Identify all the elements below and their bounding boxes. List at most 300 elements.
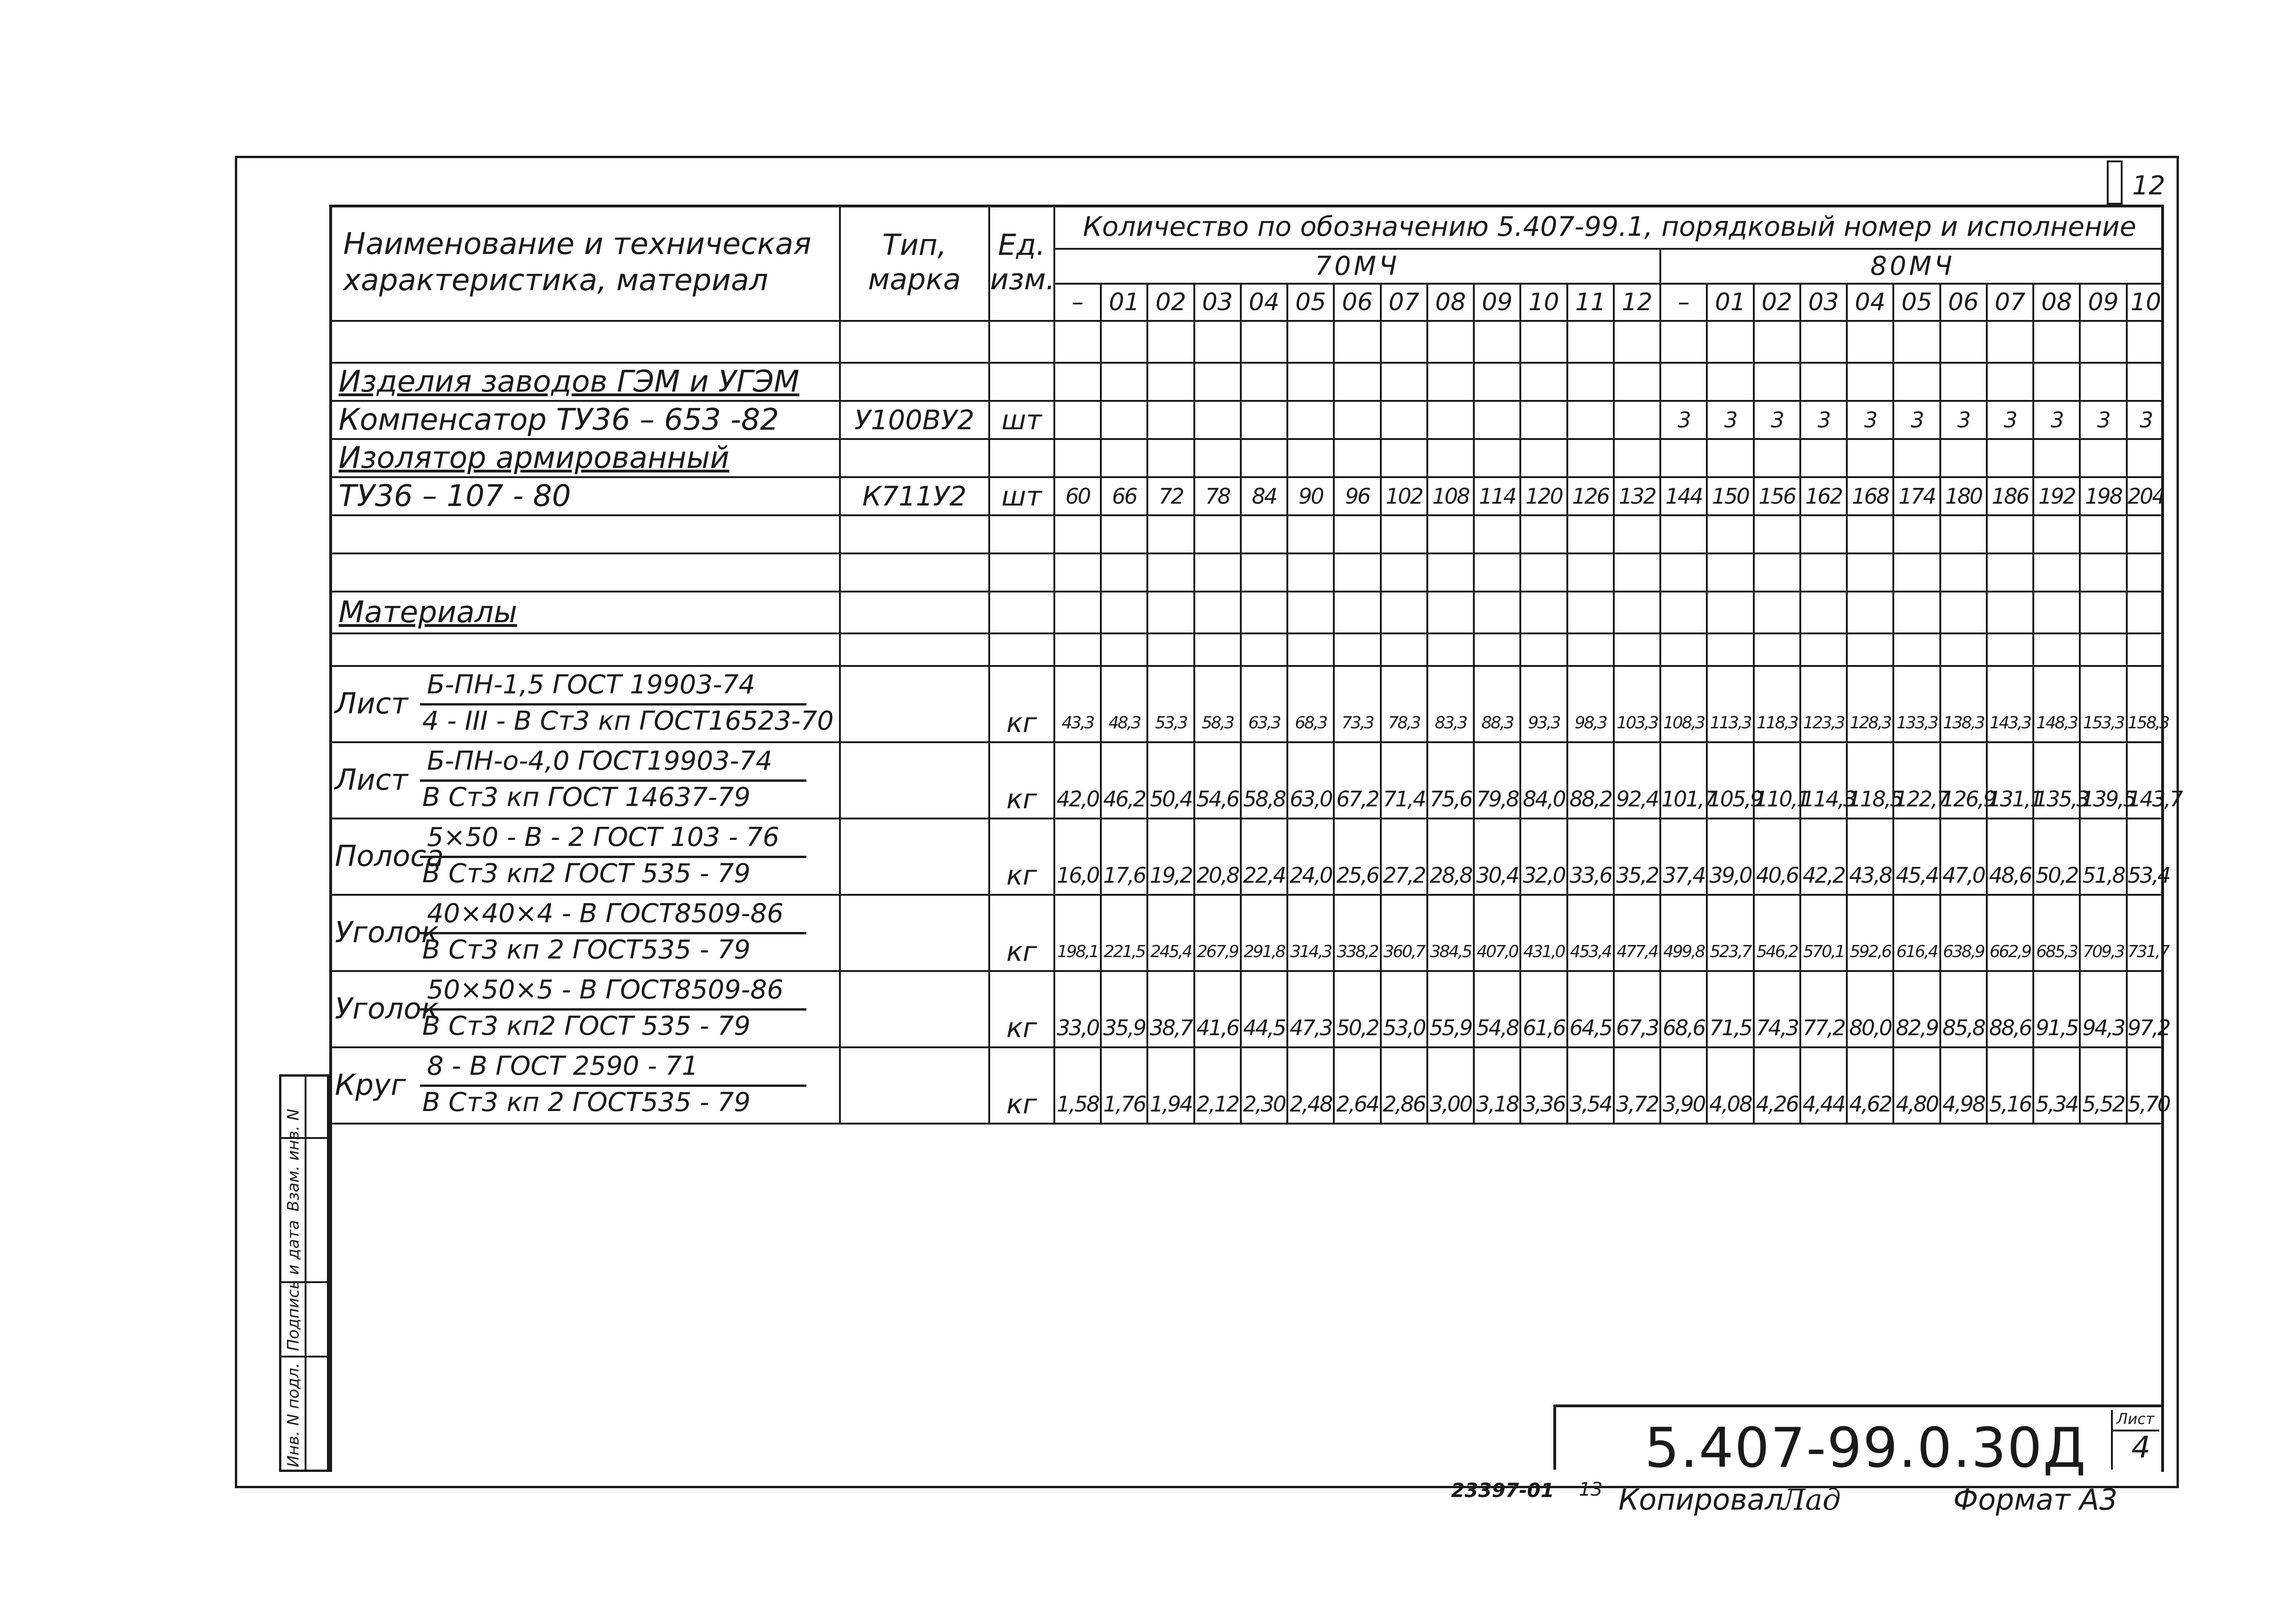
qty-cell xyxy=(1660,742,1707,780)
material-unit: кг xyxy=(989,857,1054,895)
material-name xyxy=(329,819,840,895)
header-row-1 xyxy=(329,205,2164,249)
blank0-qty-15 xyxy=(1754,515,1800,553)
qty-cell: 3 xyxy=(1754,401,1800,439)
blank-qty-10 xyxy=(1520,321,1567,363)
qty-cell xyxy=(1754,666,1800,704)
side-line-3 xyxy=(281,1356,327,1358)
qty-cell xyxy=(1194,819,1241,857)
qty-cell: 75,6 xyxy=(1427,780,1474,819)
blank-qty-16 xyxy=(1800,321,1847,363)
qty-cell xyxy=(1427,742,1474,780)
materials-qty-8 xyxy=(1427,592,1474,633)
blank1-qty-12 xyxy=(1614,553,1660,592)
insulator1-qty-11 xyxy=(1567,439,1614,477)
insulator1-qty-21 xyxy=(2033,439,2080,477)
material-unit: кг xyxy=(989,933,1054,971)
blankm-qty-12 xyxy=(1614,633,1660,666)
material-steel: В Ст3 кп2 ГОСТ 535 - 79 xyxy=(422,859,751,889)
col-header-70-0: – xyxy=(1054,284,1101,321)
qty-cell: 94,3 xyxy=(2080,1009,2126,1047)
qty-cell xyxy=(2033,742,2080,780)
col-header-70-5: 05 xyxy=(1287,284,1334,321)
qty-cell: 96 xyxy=(1334,477,1380,515)
products-qty-22 xyxy=(2080,363,2126,401)
products-qty-16 xyxy=(1800,363,1847,401)
qty-cell: 685,3 xyxy=(2033,933,2080,971)
qty-cell: 546,2 xyxy=(1754,933,1800,971)
qty-cell xyxy=(1427,895,1474,933)
material-steel: В Ст3 кп ГОСТ 14637-79 xyxy=(422,782,751,812)
qty-cell: 17,6 xyxy=(1101,857,1147,895)
unit-cell xyxy=(989,321,1054,363)
material-block xyxy=(329,896,839,970)
material-name xyxy=(329,666,840,742)
qty-cell xyxy=(1940,742,1987,780)
qty-cell: 709,3 xyxy=(2080,933,2126,971)
qty-cell xyxy=(1707,1047,1753,1085)
qty-cell: 47,3 xyxy=(1287,1009,1334,1047)
qty-cell xyxy=(1101,819,1147,857)
qty-cell: 3 xyxy=(1660,401,1707,439)
qty-cell xyxy=(1287,971,1334,1009)
qty-cell: 3,54 xyxy=(1567,1085,1614,1124)
blank1-qty-8 xyxy=(1427,553,1474,592)
specification-table xyxy=(329,205,2182,1125)
qty-cell xyxy=(1940,819,1987,857)
material-row-top xyxy=(329,895,2164,933)
blank1-qty-10 xyxy=(1520,553,1567,592)
qty-cell: 74,3 xyxy=(1754,1009,1800,1047)
qty-cell: 55,9 xyxy=(1427,1009,1474,1047)
products-qty-5 xyxy=(1287,363,1334,401)
corner-sheet-number: 12 xyxy=(2132,171,2165,201)
qty-cell: 30,4 xyxy=(1474,857,1520,895)
qty-cell: 523,7 xyxy=(1707,933,1753,971)
materials-qty-18 xyxy=(1893,592,1940,633)
materials-qty-12 xyxy=(1614,592,1660,633)
qty-cell: 48,3 xyxy=(1101,704,1147,742)
qty-cell: 3 xyxy=(1847,401,1893,439)
qty-cell xyxy=(1287,1047,1334,1085)
qty-cell xyxy=(1101,971,1147,1009)
qty-cell: 58,3 xyxy=(1194,704,1241,742)
qty-cell xyxy=(1754,819,1800,857)
qty-cell: 63,0 xyxy=(1287,780,1334,819)
qty-cell xyxy=(1520,971,1567,1009)
material-grade: 50×50×5 - В ГОСТ8509-86 xyxy=(427,975,784,1005)
qty-cell xyxy=(1474,895,1520,933)
qty-cell: 35,2 xyxy=(1614,857,1660,895)
footer-order-page: 13 xyxy=(1579,1479,1603,1500)
blank0-qty-6 xyxy=(1334,515,1380,553)
qty-cell: 122,7 xyxy=(1893,780,1940,819)
blank-qty-17 xyxy=(1847,321,1893,363)
qty-cell xyxy=(1520,742,1567,780)
qty-cell xyxy=(1427,819,1474,857)
qty-cell xyxy=(1474,971,1520,1009)
qty-cell xyxy=(1427,401,1474,439)
blank-qty-4 xyxy=(1241,321,1287,363)
qty-cell xyxy=(1987,742,2033,780)
qty-cell xyxy=(1194,401,1241,439)
qty-cell: 638,9 xyxy=(1940,933,1987,971)
blank1-qty-9 xyxy=(1474,553,1520,592)
qty-cell: 51,8 xyxy=(2080,857,2126,895)
qty-cell xyxy=(2080,971,2126,1009)
qty-cell xyxy=(1847,742,1893,780)
type-cell xyxy=(840,742,989,819)
materials-qty-7 xyxy=(1381,592,1427,633)
blank-qty-11 xyxy=(1567,321,1614,363)
qty-cell: 3 xyxy=(1893,401,1940,439)
section-products-row xyxy=(329,363,2164,401)
qty-cell xyxy=(1614,666,1660,704)
materials-qty-23 xyxy=(2127,592,2164,633)
qty-cell xyxy=(1381,819,1427,857)
qty-cell: 616,4 xyxy=(1893,933,1940,971)
qty-cell: 66 xyxy=(1101,477,1147,515)
qty-cell xyxy=(1427,1047,1474,1085)
qty-cell xyxy=(1381,1047,1427,1085)
qty-cell: 50,2 xyxy=(2033,857,2080,895)
qty-cell: 45,4 xyxy=(1893,857,1940,895)
qty-cell xyxy=(1940,895,1987,933)
qty-cell: 53,0 xyxy=(1381,1009,1427,1047)
blank-qty-6 xyxy=(1334,321,1380,363)
qty-cell xyxy=(1427,971,1474,1009)
qty-cell xyxy=(1567,1047,1614,1085)
qty-cell: 38,7 xyxy=(1147,1009,1194,1047)
qty-cell xyxy=(2033,1047,2080,1085)
type-cell xyxy=(840,515,989,553)
qty-cell xyxy=(2033,819,2080,857)
qty-cell: 3,18 xyxy=(1474,1085,1520,1124)
blank-qty-12 xyxy=(1614,321,1660,363)
material-name xyxy=(329,895,840,971)
materials-qty-2 xyxy=(1147,592,1194,633)
col-header-70-4: 04 xyxy=(1241,284,1287,321)
qty-cell xyxy=(1381,666,1427,704)
insulator1-qty-6 xyxy=(1334,439,1380,477)
qty-cell: 67,2 xyxy=(1334,780,1380,819)
blankm-qty-16 xyxy=(1800,633,1847,666)
qty-cell: 63,3 xyxy=(1241,704,1287,742)
qty-cell xyxy=(1660,895,1707,933)
material-label: Лист xyxy=(335,686,408,720)
section-materials: Материалы xyxy=(329,592,840,633)
blank-qty-14 xyxy=(1707,321,1753,363)
material-row-top xyxy=(329,819,2164,857)
qty-cell: 3 xyxy=(1987,401,2033,439)
products-qty-11 xyxy=(1567,363,1614,401)
col-header-80-4: 04 xyxy=(1847,284,1893,321)
qty-cell: 267,9 xyxy=(1194,933,1241,971)
qty-cell: 123,3 xyxy=(1800,704,1847,742)
insulator1-qty-20 xyxy=(1987,439,2033,477)
insulator1-qty-10 xyxy=(1520,439,1567,477)
qty-cell: 314,3 xyxy=(1287,933,1334,971)
materials-qty-22 xyxy=(2080,592,2126,633)
material-grade: Б-ПН-1,5 ГОСТ 19903-74 xyxy=(427,670,755,700)
qty-cell: 186 xyxy=(1987,477,2033,515)
insulator1-qty-8 xyxy=(1427,439,1474,477)
qty-cell xyxy=(1474,742,1520,780)
insulator1-qty-12 xyxy=(1614,439,1660,477)
qty-cell: 91,5 xyxy=(2033,1009,2080,1047)
qty-cell xyxy=(2033,895,2080,933)
qty-cell xyxy=(1893,971,1940,1009)
insulator1-qty-3 xyxy=(1194,439,1241,477)
qty-cell: 68,3 xyxy=(1287,704,1334,742)
unit-cell xyxy=(989,553,1054,592)
qty-cell: 143,3 xyxy=(1987,704,2033,742)
insulator-spec: ТУ36 – 107 - 80 xyxy=(329,477,840,515)
qty-cell xyxy=(1194,1047,1241,1085)
qty-cell: 61,6 xyxy=(1520,1009,1567,1047)
qty-cell: 431,0 xyxy=(1520,933,1567,971)
qty-cell: 407,0 xyxy=(1474,933,1520,971)
name-cell xyxy=(329,633,840,666)
qty-cell: 3,72 xyxy=(1614,1085,1660,1124)
col-header-70-6: 06 xyxy=(1334,284,1380,321)
blank-qty-23 xyxy=(2127,321,2164,363)
qty-cell xyxy=(2127,971,2164,1009)
qty-cell xyxy=(1381,971,1427,1009)
insulator1-qty-4 xyxy=(1241,439,1287,477)
qty-cell: 3 xyxy=(1707,401,1753,439)
blank-qty-9 xyxy=(1474,321,1520,363)
qty-cell: 101,7 xyxy=(1660,780,1707,819)
unit-cell xyxy=(989,666,1054,704)
qty-cell: 360,7 xyxy=(1381,933,1427,971)
qty-cell xyxy=(1241,1047,1287,1085)
qty-cell: 46,2 xyxy=(1101,780,1147,819)
materials-qty-20 xyxy=(1987,592,2033,633)
compensator-name: Компенсатор ТУ36 – 653 -82 xyxy=(329,401,840,439)
insulator-row-2 xyxy=(329,477,2164,515)
material-block xyxy=(329,743,839,818)
products-qty-21 xyxy=(2033,363,2080,401)
products-qty-10 xyxy=(1520,363,1567,401)
blank0-qty-9 xyxy=(1474,515,1520,553)
materials-qty-5 xyxy=(1287,592,1334,633)
blankm-qty-9 xyxy=(1474,633,1520,666)
blank0-qty-13 xyxy=(1660,515,1707,553)
blank-qty-3 xyxy=(1194,321,1241,363)
qty-cell: 192 xyxy=(2033,477,2080,515)
qty-cell xyxy=(1893,666,1940,704)
qty-cell: 5,34 xyxy=(2033,1085,2080,1124)
qty-cell xyxy=(1474,1047,1520,1085)
products-qty-12 xyxy=(1614,363,1660,401)
section-products: Изделия заводов ГЭМ и УГЭМ xyxy=(329,363,840,401)
footer-format: Формат А3 xyxy=(1953,1483,2118,1517)
col-header-80-3: 03 xyxy=(1800,284,1847,321)
materials-qty-16 xyxy=(1800,592,1847,633)
col-header-80-6: 06 xyxy=(1940,284,1987,321)
qty-cell: 40,6 xyxy=(1754,857,1800,895)
material-row-top xyxy=(329,971,2164,1009)
blank1-qty-17 xyxy=(1847,553,1893,592)
qty-cell: 71,4 xyxy=(1381,780,1427,819)
qty-cell: 126,9 xyxy=(1940,780,1987,819)
qty-cell xyxy=(1987,971,2033,1009)
blank-qty-21 xyxy=(2033,321,2080,363)
qty-cell: 67,3 xyxy=(1614,1009,1660,1047)
material-label: Полоса xyxy=(335,839,444,873)
blank1-qty-3 xyxy=(1194,553,1241,592)
qty-cell: 4,80 xyxy=(1893,1085,1940,1124)
qty-cell: 118,5 xyxy=(1847,780,1893,819)
blankm-qty-7 xyxy=(1381,633,1427,666)
qty-cell: 1,76 xyxy=(1101,1085,1147,1124)
blank1-qty-0 xyxy=(1054,553,1101,592)
qty-cell: 37,4 xyxy=(1660,857,1707,895)
qty-cell: 204 xyxy=(2127,477,2164,515)
sheet-number: 4 xyxy=(2131,1431,2150,1465)
insulator-row-1 xyxy=(329,439,2164,477)
qty-cell xyxy=(2080,895,2126,933)
qty-cell: 108,3 xyxy=(1660,704,1707,742)
type-cell xyxy=(840,819,989,895)
qty-cell xyxy=(2127,895,2164,933)
qty-cell: 384,5 xyxy=(1427,933,1474,971)
col-header-70-2: 02 xyxy=(1147,284,1194,321)
qty-cell xyxy=(1101,742,1147,780)
products-qty-19 xyxy=(1940,363,1987,401)
qty-cell: 499,8 xyxy=(1660,933,1707,971)
material-row-top xyxy=(329,742,2164,780)
qty-cell xyxy=(1147,666,1194,704)
header-name: Наименование и техническая характеристика, материал xyxy=(329,205,840,321)
materials-qty-6 xyxy=(1334,592,1380,633)
qty-cell xyxy=(1427,666,1474,704)
qty-cell xyxy=(1520,1047,1567,1085)
qty-cell: 78,3 xyxy=(1381,704,1427,742)
blank-qty-2 xyxy=(1147,321,1194,363)
qty-cell xyxy=(1754,742,1800,780)
material-steel: В Ст3 кп 2 ГОСТ535 - 79 xyxy=(422,935,751,965)
qty-cell xyxy=(1567,895,1614,933)
blank1-qty-23 xyxy=(2127,553,2164,592)
header-quantity: Количество по обозначению 5.407-99.1, порядковый номер и исполнение xyxy=(1054,205,2164,249)
blank0-qty-18 xyxy=(1893,515,1940,553)
blank0-qty-21 xyxy=(2033,515,2080,553)
products-qty-14 xyxy=(1707,363,1753,401)
qty-cell: 3 xyxy=(2080,401,2126,439)
material-label: Лист xyxy=(335,763,408,797)
qty-cell xyxy=(1287,666,1334,704)
qty-cell: 48,6 xyxy=(1987,857,2033,895)
qty-cell xyxy=(1754,971,1800,1009)
blank-qty-22 xyxy=(2080,321,2126,363)
qty-cell xyxy=(1101,895,1147,933)
qty-cell: 162 xyxy=(1800,477,1847,515)
qty-cell: 58,8 xyxy=(1241,780,1287,819)
blank0-qty-7 xyxy=(1381,515,1427,553)
qty-cell: 4,08 xyxy=(1707,1085,1753,1124)
qty-cell xyxy=(1847,1047,1893,1085)
qty-cell xyxy=(1707,971,1753,1009)
qty-cell: 2,30 xyxy=(1241,1085,1287,1124)
qty-cell xyxy=(1147,971,1194,1009)
qty-cell: 114,3 xyxy=(1800,780,1847,819)
qty-cell xyxy=(1334,742,1380,780)
qty-cell: 54,6 xyxy=(1194,780,1241,819)
qty-cell: 3,00 xyxy=(1427,1085,1474,1124)
qty-cell: 90 xyxy=(1287,477,1334,515)
products-qty-1 xyxy=(1101,363,1147,401)
unit-cell xyxy=(989,971,1054,1009)
insulator1-qty-14 xyxy=(1707,439,1753,477)
qty-cell: 453,4 xyxy=(1567,933,1614,971)
insulator1-qty-1 xyxy=(1101,439,1147,477)
qty-cell: 16,0 xyxy=(1054,857,1101,895)
qty-cell xyxy=(1101,666,1147,704)
materials-qty-14 xyxy=(1707,592,1753,633)
qty-cell: 245,4 xyxy=(1147,933,1194,971)
type-cell xyxy=(840,439,989,477)
side-replace-inv: Взам. инв. N xyxy=(284,1109,303,1211)
blank0-qty-0 xyxy=(1054,515,1101,553)
blank0-qty-12 xyxy=(1614,515,1660,553)
col-header-70-9: 09 xyxy=(1474,284,1520,321)
qty-cell xyxy=(2127,1047,2164,1085)
material-steel: В Ст3 кп2 ГОСТ 535 - 79 xyxy=(422,1011,751,1041)
qty-cell xyxy=(1241,401,1287,439)
name-cell xyxy=(329,321,840,363)
qty-cell: 156 xyxy=(1754,477,1800,515)
blankm-qty-22 xyxy=(2080,633,2126,666)
insulator-unit: шт xyxy=(989,477,1054,515)
blank-row-1 xyxy=(329,553,2164,592)
blank1-qty-4 xyxy=(1241,553,1287,592)
material-block xyxy=(329,667,839,741)
header-group-70: 70МЧ xyxy=(1054,249,1660,284)
col-header-70-8: 08 xyxy=(1427,284,1474,321)
material-row-top xyxy=(329,666,2164,704)
materials-qty-13 xyxy=(1660,592,1707,633)
qty-cell xyxy=(1054,819,1101,857)
col-header-80-2: 02 xyxy=(1754,284,1800,321)
qty-cell xyxy=(1660,819,1707,857)
blankm-qty-10 xyxy=(1520,633,1567,666)
products-qty-2 xyxy=(1147,363,1194,401)
material-grade: Б-ПН-о-4,0 ГОСТ19903-74 xyxy=(427,746,772,776)
qty-cell: 2,48 xyxy=(1287,1085,1334,1124)
header-unit: Ед. изм. xyxy=(989,205,1054,321)
qty-cell: 110,1 xyxy=(1754,780,1800,819)
qty-cell: 4,98 xyxy=(1940,1085,1987,1124)
qty-cell xyxy=(1847,895,1893,933)
qty-cell xyxy=(1241,742,1287,780)
blankm-qty-17 xyxy=(1847,633,1893,666)
blank1-qty-13 xyxy=(1660,553,1707,592)
qty-cell: 5,70 xyxy=(2127,1085,2164,1124)
qty-cell: 150 xyxy=(1707,477,1753,515)
fraction-line xyxy=(420,856,806,858)
blank1-qty-5 xyxy=(1287,553,1334,592)
type-cell xyxy=(840,666,989,742)
qty-cell: 32,0 xyxy=(1520,857,1567,895)
blankm-qty-15 xyxy=(1754,633,1800,666)
materials-qty-9 xyxy=(1474,592,1520,633)
side-inv-orig: Инв. N подл. xyxy=(284,1363,303,1467)
qty-cell xyxy=(1754,895,1800,933)
insulator1-qty-17 xyxy=(1847,439,1893,477)
blank1-qty-6 xyxy=(1334,553,1380,592)
